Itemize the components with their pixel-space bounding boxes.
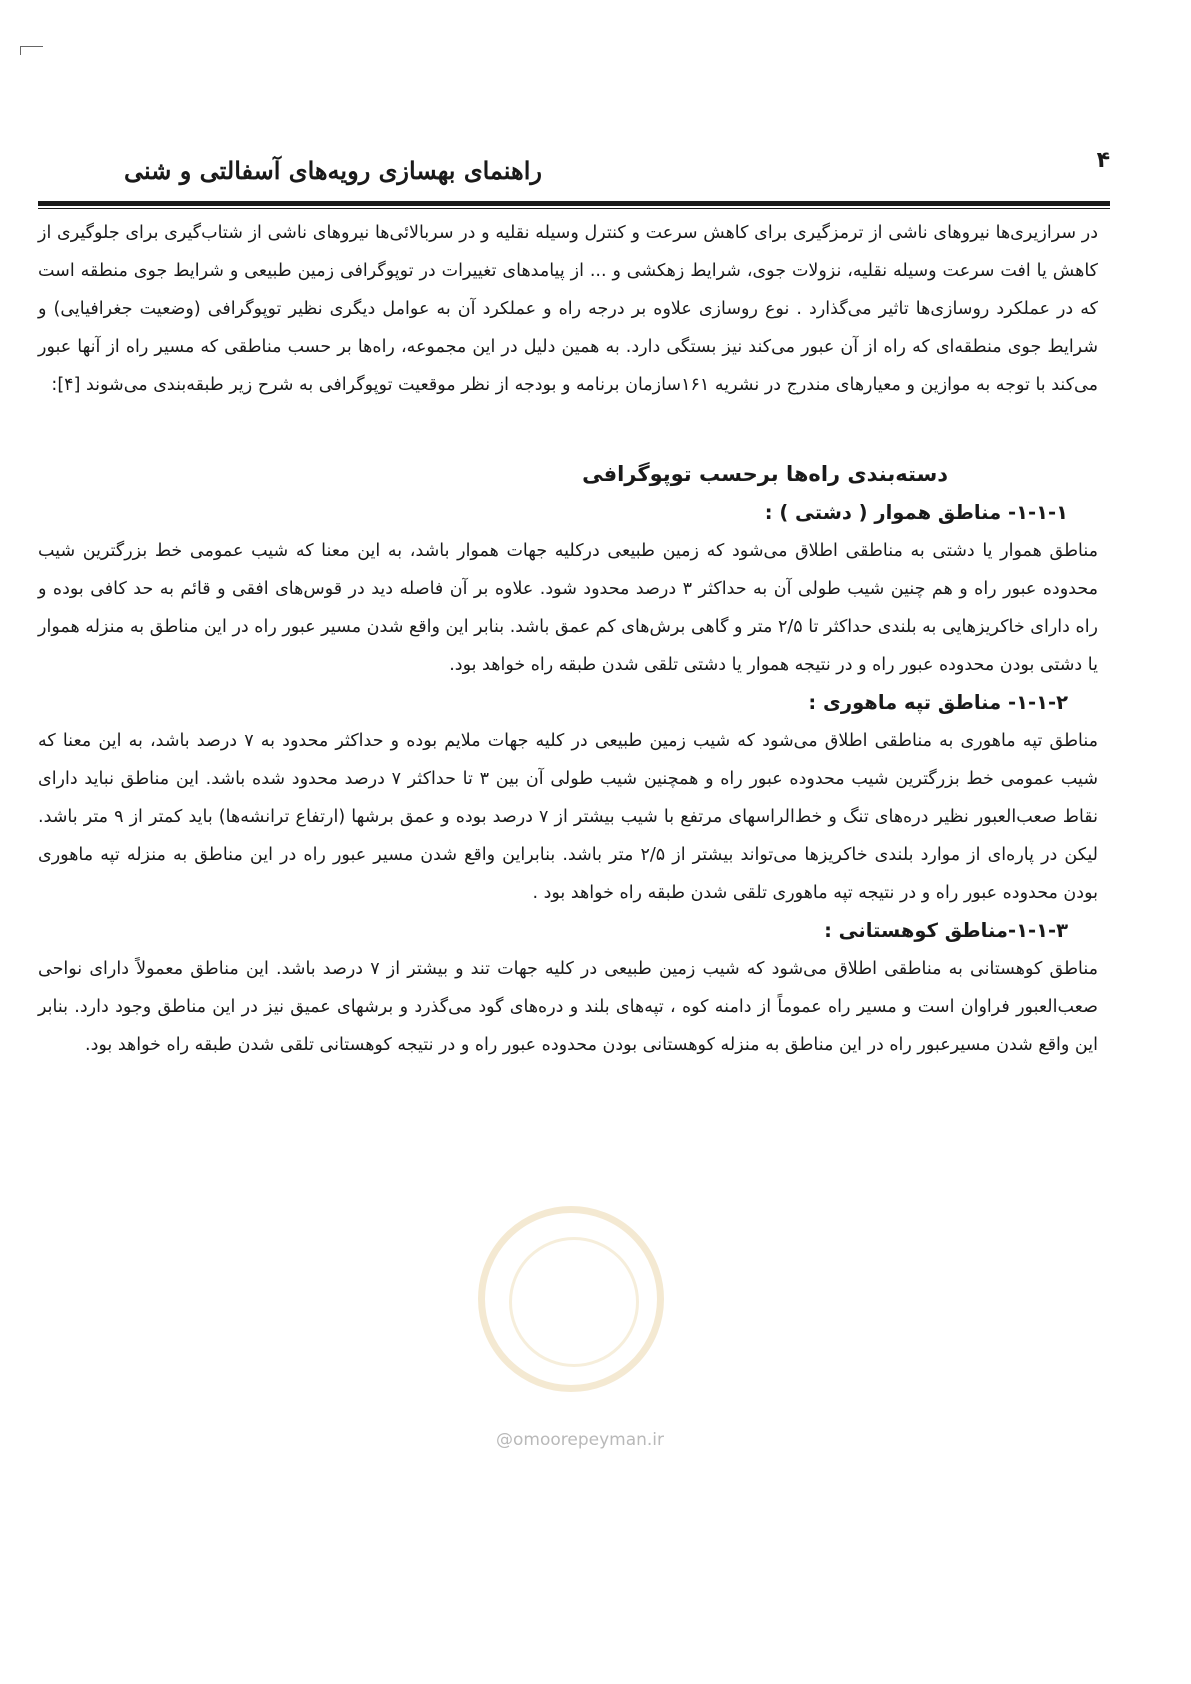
watermark-text: @omoorepeyman.ir — [495, 1430, 665, 1450]
subsection-paragraph-flat: مناطق هموار یا دشتی به مناطقی اطلاق می‌شود که زمین طبیعی درکلیه جهات هموار باشد، به این معنا که شیب عمومی خط بزرگترین شیب محدوده عبور راه و هم چنین شیب طولی آن به حداکثر ۳ درصد محدود شود. علاوه بر آن فاصله دید در قوس‌های افقی و قائم به حد کافی بوده و راه دارای خاکریزهایی به بلندی حداکثر تا ۲/۵ متر و گاهی برش‌های کم عمق باشد. بنابر این واقع شدن مسیر عبور راه در این مناطق به منزله هموار یا دشتی بودن محدوده عبور راه و در نتیجه هموار یا دشتی تلقی شدن طبقه راه خواهد بود. — [38, 541, 1099, 675]
page-body — [38, 214, 1098, 1064]
crop-mark — [20, 46, 43, 55]
intro-paragraph: در سرازیری‌ها نیروهای ناشی از ترمزگیری برای کاهش سرعت و کنترل وسیله نقلیه و در سربالائی‌ها نیروهای ناشی از شتاب‌گیری برای جلوگیری از کاهش یا افت سرعت وسیله نقلیه، نزولات جوی، شرایط زهکشی و ... از پیامدهای تغییرات در توپوگرافی زمین طبیعی و شرایط جوی منطقه است که در عملکرد روسازی‌ها تاثیر می‌گذارد . نوع روسازی علاوه بر درجه راه و عملکرد آن به عوامل دیگری نظیر توپوگرافی (وضعیت جغرافیایی) و شرایط جوی منطقه‌ای که راه از آن عبور می‌کند نیز بستگی دارد. به همین دلیل در این مجموعه، راه‌ها بر حسب مناطقی که مسیر راه از آنها عبور می‌کند با توجه به موازین و معیارهای مندرج در نشریه ۱۶۱سازمان برنامه و بودجه از نظر موقعیت توپوگرافی به شرح زیر طبقه‌بندی می‌شوند [۴]: — [38, 223, 1098, 395]
watermark-seal-inner — [509, 1237, 639, 1367]
header-rule — [38, 201, 1110, 206]
page-number: ۴ — [1096, 148, 1110, 173]
subsection-heading-mountainous: ۱-۱-۳-مناطق کوهستانی : — [824, 919, 1068, 942]
running-title: راهنمای بهسازی رویه‌های آسفالتی و شنی — [124, 156, 542, 185]
page-header — [38, 148, 1110, 200]
header-rule-thin — [38, 208, 1110, 209]
subsection-heading-flat: ۱-۱-۱- مناطق هموار ( دشتی ) : — [764, 501, 1068, 524]
subsection-paragraph-hilly: مناطق تپه ماهوری به مناطقی اطلاق می‌شود که شیب زمین طبیعی در کلیه جهات ملایم بوده و حداکثر محدود به ۷ درصد باشد، به این معنا که شیب عمومی خط بزرگترین شیب محدوده عبور راه و همچنین شیب طولی آن بین ۳ تا حداکثر ۷ درصد محدود شده باشد. این مناطق نباید دارای نقاط صعب‌العبور نظیر دره‌های تنگ و خط‌الراسهای مرتفع با شیب بیشتر از ۷ درصد بوده و عمق برشها (ارتفاع ترانشه‌ها) باید کمتر از ۹ متر باشد. لیکن در پاره‌ای از موارد بلندی خاکریزها می‌تواند بیشتر از ۲/۵ متر باشد. بنابراین واقع شدن مسیر عبور راه در این مناطق به منزله تپه ماهوری بودن محدوده عبور راه و در نتیجه تپه ماهوری تلقی شدن طبقه راه خواهد بود . — [38, 731, 1099, 903]
subsection-heading-hilly: ۱-۱-۲- مناطق تپه ماهوری : — [808, 691, 1068, 714]
watermark-seal — [478, 1206, 664, 1392]
section-heading: دسته‌بندی راه‌ها برحسب توپوگرافی — [582, 462, 948, 486]
subsection-paragraph-mountainous: مناطق کوهستانی به مناطقی اطلاق می‌شود که شیب زمین طبیعی در کلیه جهات تند و بیشتر از ۷ درصد باشد. این مناطق معمولاً دارای نواحی صعب‌العبور فراوان است و مسیر راه عموماً از دامنه کوه ، تپه‌های بلند و دره‌های گود می‌گذرد و برشهای عمیق نیز در این مناطق وجود دارد. بنابر این واقع شدن مسیرعبور راه در این مناطق به منزله کوهستانی بودن محدوده عبور راه و در نتیجه کوهستانی تلقی شدن طبقه راه خواهد بود. — [38, 959, 1098, 1055]
